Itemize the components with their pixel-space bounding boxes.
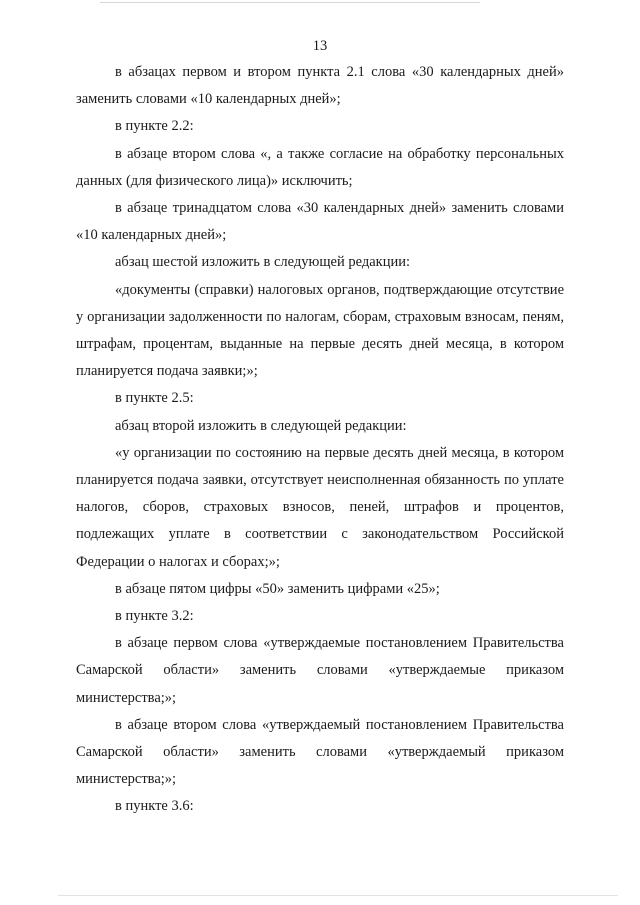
paragraph: в абзаце втором слова «утверждаемый постановлением Правительства Самарской области» заменить словами «утверждаемый приказом министерства;»; — [76, 716, 564, 788]
paragraph: в пункте 3.2: — [115, 608, 194, 625]
paragraph: «документы (справки) налоговых органов, подтверждающие отсутствие у организации задолженности по налогам, сборам, страховым взносам, пеням, штрафам, процентам, выданные на первые десять дней месяца, в котором планируется подача заявки;»; — [76, 281, 564, 380]
paragraph: в пункте 3.6: — [115, 798, 194, 815]
document-body — [76, 59, 564, 821]
paragraph: в пункте 2.5: — [115, 390, 194, 407]
paragraph: абзац второй изложить в следующей редакции: — [115, 417, 407, 434]
bottom-scan-edge — [58, 895, 618, 896]
paragraph: в абзаце тринадцатом слова «30 календарных дней» заменить словами «10 календарных дней»; — [76, 200, 564, 244]
paragraph: в абзаце пятом цифры «50» заменить цифрами «25»; — [115, 580, 440, 597]
paragraph: в абзаце втором слова «, а также согласие на обработку персональных данных (для физического лица)» исключить; — [76, 145, 564, 189]
top-scan-edge — [100, 2, 480, 3]
paragraph: в абзаце первом слова «утверждаемые постановлением Правительства Самарской области» заменить словами «утверждаемые приказом министерства;»; — [76, 635, 564, 706]
paragraph: в абзацах первом и втором пункта 2.1 слова «30 календарных дней» заменить словами «10 календарных дней»; — [76, 64, 564, 108]
paragraph: в пункте 2.2: — [115, 118, 194, 135]
paragraph: абзац шестой изложить в следующей редакции: — [115, 254, 410, 271]
page-number: 13 — [312, 38, 328, 54]
paragraph: «у организации по состоянию на первые десять дней месяца, в котором планируется подача заявки, отсутствует неисполненная обязанность по уплате налогов, сборов, страховых взносов, пеней, штрафов и процентов, подлежащих уплате в соответствии с законодательством Российской Федерации о налогах и сборах;»; — [76, 444, 564, 570]
